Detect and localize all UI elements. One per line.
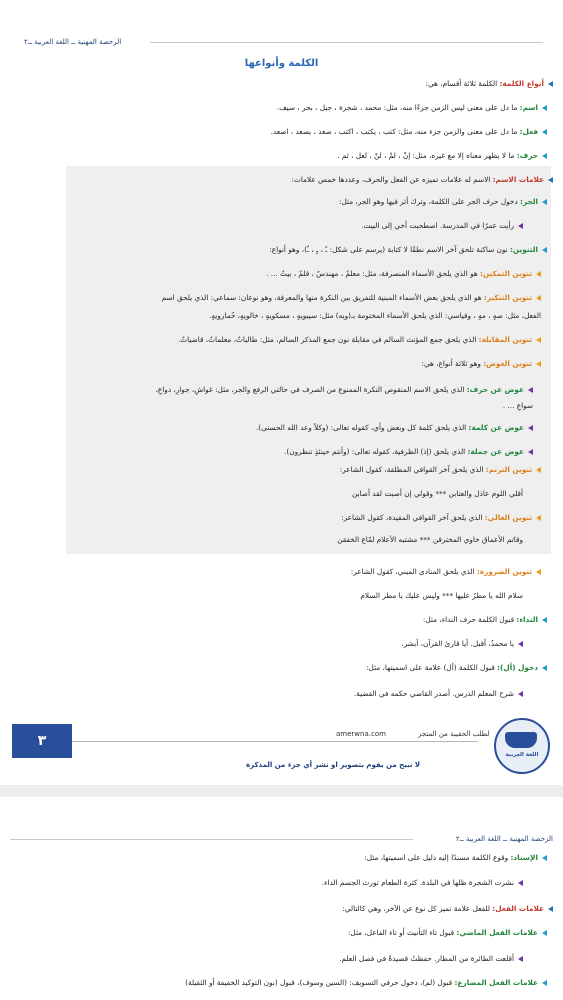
footer-order-text: لطلب الحقيبة من المتجر xyxy=(418,730,490,738)
text-line: علامات الفعل: للفعل علامة تميز كل نوع عن الآخر، وهي كالتالي: xyxy=(8,903,553,914)
bullet-icon xyxy=(528,425,533,431)
briefcase-icon xyxy=(505,732,537,748)
bullet-icon xyxy=(536,337,541,343)
header-rule xyxy=(150,42,543,43)
logo-text: اللغة العربية xyxy=(505,752,539,758)
bullet-icon xyxy=(518,880,523,886)
text-line: الإسناد: وقوع الكلمة مسندًا إليه دليل على اسميتها، مثل: xyxy=(8,852,547,863)
bullet-icon xyxy=(542,617,547,623)
footer-url[interactable]: amerwna.com xyxy=(336,730,386,738)
text-line: رأيت عمرًا في المدرسة. اصطحبت أخي إلى البيت. xyxy=(8,220,523,231)
page-header xyxy=(0,32,563,54)
bullet-icon xyxy=(536,271,541,277)
text-line: حرف: ما لا يظهر معناه إلا مع غيره، مثل: إنْ ، لمْ ، لنْ ، لعل ، ثم . xyxy=(8,150,547,161)
text-line: التنوين: نون ساكنة تلحق آخر الاسم نطقًا لا كتابة (يرسم على شكل: ـً ، ـٍ ، ـٌ)، وهو أنواع: xyxy=(8,244,547,255)
header-text: الرخصة المهنية ــ اللغة العربية ــ٢ xyxy=(455,835,553,843)
bullet-icon xyxy=(536,295,541,301)
bullet-icon xyxy=(518,691,523,697)
text-line: سواعٍ ... . xyxy=(502,401,533,410)
bullet-icon xyxy=(542,855,547,861)
text-line: النداء: قبول الكلمة حرف النداء، مثل: xyxy=(8,614,547,625)
bullet-icon xyxy=(542,930,547,936)
page-number-box: ٣ xyxy=(12,724,72,758)
bullet-icon xyxy=(528,449,533,455)
text-line: أنواع الكلمة: الكلمة ثلاثة أقسام، هي: xyxy=(8,78,553,89)
page-header xyxy=(0,829,563,851)
copyright-warning: لا نبيح من يقوم بتصوير او نشر أي جزء من المذكرة xyxy=(246,761,421,769)
text-line: علامات الفعل المضارع: قبول (لم)، دخول حرفي التسويف: (السين وسوف)، قبول (نون التوكيد الخفيفة أو الثقيلة) xyxy=(8,977,547,988)
text-line: عوض عن حرف: الذي يلحق الاسم المنقوص النكرة الممنوع من الصرف في حالتي الرفع والجر، مثل: غواشٍ، جوارٍ، دواعٍ، xyxy=(8,384,533,395)
document-page-2 xyxy=(0,797,563,1000)
text-line: تنوين العوض: وهو ثلاثة أنواع، هي: xyxy=(8,358,541,369)
text-line: علامات الفعل الماضي: قبول تاء التأنيث أو تاء الفاعل، مثل: xyxy=(8,927,547,938)
text-line: دخول (أل): قبول الكلمة (أل) علامة على اسميتها، مثل: xyxy=(8,662,547,673)
bullet-icon xyxy=(542,153,547,159)
text-line: فعل: ما دل على معنى والزمن جزء منه، مثل: كتب ، يكتب ، اكتب ، صعد ، يصعد ، اصعد. xyxy=(8,126,547,137)
text-line: تنوين الغالي: الذي يلحق آخر القوافي المقيدة، كقول الشاعر: xyxy=(8,512,541,523)
page-title: الكلمة وأنواعها xyxy=(244,58,319,69)
bullet-icon xyxy=(536,569,541,575)
bullet-icon xyxy=(548,906,553,912)
text-line: عوض عن جملة: الذي يلحق (إذ) الظرفية، كقوله تعالى: (وأنتم حينئذٍ تنظرون). xyxy=(8,446,533,457)
bullet-icon xyxy=(542,247,547,253)
text-line: تنوين الترنم: الذي يلحق آخر القوافي المطلقة، كقول الشاعر: xyxy=(8,464,541,475)
bullet-icon xyxy=(542,199,547,205)
text-line: اسم: ما دل على معنى ليس الزمن جزءًا منه، مثل: محمد ، شجرة ، جبل ، بحر ، سيف. xyxy=(8,102,547,113)
bullet-icon xyxy=(518,223,523,229)
bullet-icon xyxy=(518,956,523,962)
text-line: عوض عن كلمة: الذي يلحق كلمة كل وبعض وأي، كقوله تعالى: (وكلاً وعد الله الحسنى). xyxy=(8,422,533,433)
text-line: علامات الاسم: الاسم له علامات تميزه عن الفعل والحرف، وعددها خمس علامات: xyxy=(8,174,553,185)
text-line: أقلي اللوم عاذل والعتابن *** وقولي إن أصبت لقد أصابن xyxy=(351,489,523,498)
bullet-icon xyxy=(536,361,541,367)
text-line: الجر: دخول حرف الجر على الكلمة، وترك أثر فيها وهو الجر، مثل: xyxy=(8,196,547,207)
text-line: سلام الله يا مطرٌ عليها *** وليس عليك يا مطر السلام xyxy=(360,591,523,600)
bullet-icon xyxy=(536,515,541,521)
header-rule xyxy=(10,839,413,840)
text-line: شرح المعلم الدرس. أصدر القاضي حكمه في القضية. xyxy=(8,688,523,699)
page-gap xyxy=(0,785,563,797)
text-line: يا محمدُ، أقبل. أيا قارئ القرآن، أبشر. xyxy=(8,638,523,649)
text-line: أقلعت الطائرة من المطار. حفظتُ قصيدةً في فصل العلم. xyxy=(8,953,523,964)
bullet-icon xyxy=(542,980,547,986)
brand-logo xyxy=(494,718,550,774)
text-line: وقاتم الأعماق خاوي المخترقن *** مشتبه الأعلام لمّاع الخفقن xyxy=(337,535,523,544)
text-line: تنوين المقابلة: الذي يلحق جمع المؤنث السالم في مقابلة نون جمع المذكر السالم، مثل: طالباتٌ، معلماتٌ، قاضياتٌ. xyxy=(8,334,541,345)
bullet-icon xyxy=(548,177,553,183)
text-line: تنوين التمكين: هو الذي يلحق الأسماء المنصرفة، مثل: معلمٌ ، مهندسٌ ، قلمٌ ، بيتٌ ... . xyxy=(8,268,541,279)
footer-rule xyxy=(72,741,478,742)
bullet-icon xyxy=(542,105,547,111)
bullet-icon xyxy=(542,129,547,135)
bullet-icon xyxy=(548,81,553,87)
text-line: تنوين التنكير: هو الذي يلحق بعض الأسماء المبنية للتفريق بين النكرة منها والمعرفة، وهو نوعان: سماعي: الذي يلحق اسم xyxy=(8,292,541,303)
text-line: الفعل، مثل: صهٍ ، مهٍ ، وقياسي: الذي يلحق الأسماء المختومة بـ(ويه) مثل: سيبويهٍ ، مسكويهٍ ، خالويهٍ، حُمارويهٍ. xyxy=(209,311,541,320)
text-line: نشرت الشجرة ظلها في البلدة. كثرة الطعام تورث الجسم الداء. xyxy=(8,877,523,888)
bullet-icon xyxy=(528,387,533,393)
header-text: الرخصة المهنية ــ اللغة العربية ــ٢ xyxy=(24,38,122,46)
text-line: تنوين الضرورة: الذي يلحق المنادى المبني، كقول الشاعر: xyxy=(8,566,541,577)
bullet-icon xyxy=(518,641,523,647)
bullet-icon xyxy=(542,665,547,671)
bullet-icon xyxy=(536,467,541,473)
